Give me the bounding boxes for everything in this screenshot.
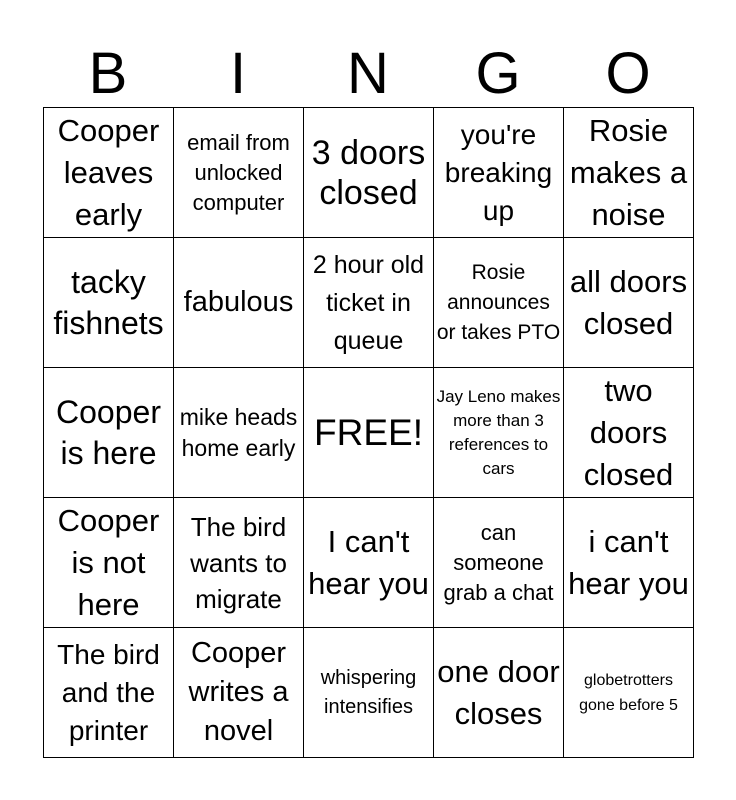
bingo-cell[interactable] (174, 498, 304, 628)
bingo-cell-text: Cooper leaves early (57, 112, 160, 232)
bingo-cell[interactable] (564, 498, 694, 628)
bingo-cell[interactable] (44, 498, 174, 628)
bingo-cell[interactable] (44, 108, 174, 238)
bingo-cell-text: whispering intensifies (320, 666, 417, 718)
bingo-cell[interactable] (434, 628, 564, 758)
bingo-cell-text: two doors closed (583, 372, 674, 492)
bingo-cell-text: I can't hear you (308, 523, 429, 601)
bingo-cell[interactable] (304, 238, 434, 368)
bingo-cell[interactable] (304, 498, 434, 628)
bingo-cell-text: fabulous (183, 286, 294, 318)
bingo-cell-text: Cooper writes a novel (188, 637, 289, 747)
bingo-cell[interactable] (174, 238, 304, 368)
bingo-cell[interactable] (44, 628, 174, 758)
bingo-cell-text: i can't hear you (568, 523, 689, 601)
bingo-cell-text: Rosie makes a noise (569, 112, 688, 232)
bingo-header (43, 38, 693, 110)
bingo-cell[interactable] (174, 108, 304, 238)
bingo-cell-text: 2 hour old ticket in queue (312, 250, 425, 355)
bingo-cell-text: tacky fishnets (53, 263, 164, 341)
bingo-cell-text: Cooper is not here (57, 502, 160, 622)
bingo-cell[interactable] (434, 108, 564, 238)
bingo-cell-text: all doors closed (569, 263, 688, 341)
bingo-cell[interactable] (44, 368, 174, 498)
bingo-cell-text: globetrotters gone before 5 (579, 671, 678, 714)
bingo-cell-text: email from unlocked computer (187, 129, 290, 215)
bingo-cell[interactable] (434, 368, 564, 498)
bingo-cell[interactable] (564, 108, 694, 238)
bingo-card-grid (43, 107, 694, 758)
bingo-cell-text: Rosie announces or takes PTO (436, 260, 561, 344)
bingo-cell-text: The bird and the printer (57, 638, 160, 746)
bingo-cell-text: you're breaking up (444, 118, 553, 226)
bingo-cell[interactable] (434, 498, 564, 628)
bingo-cell[interactable] (174, 368, 304, 498)
bingo-cell[interactable] (304, 108, 434, 238)
bingo-cell-text: can someone grab a chat (443, 519, 554, 605)
bingo-cell-text: mike heads home early (179, 403, 298, 461)
header-letter-g: G (475, 41, 521, 106)
bingo-cell[interactable] (434, 238, 564, 368)
bingo-cell[interactable] (174, 628, 304, 758)
bingo-cell[interactable] (304, 628, 434, 758)
bingo-cell[interactable] (564, 238, 694, 368)
bingo-cell[interactable] (564, 628, 694, 758)
bingo-cell[interactable] (564, 368, 694, 498)
bingo-cell-text: one door closes (437, 653, 560, 731)
free-space-text: FREE! (314, 411, 423, 453)
bingo-cell[interactable] (44, 238, 174, 368)
bingo-cell-text: Cooper is here (56, 393, 161, 471)
header-letter-i: I (229, 41, 247, 106)
bingo-cell-text: Jay Leno makes more than 3 references to cars (436, 386, 561, 478)
bingo-cell[interactable] (304, 368, 434, 498)
header-letter-o: O (605, 41, 651, 106)
bingo-cell-text: The bird wants to migrate (190, 511, 287, 614)
header-letter-b: B (88, 41, 128, 106)
header-letter-n: N (347, 41, 389, 106)
bingo-cell-text: 3 doors closed (311, 133, 426, 212)
